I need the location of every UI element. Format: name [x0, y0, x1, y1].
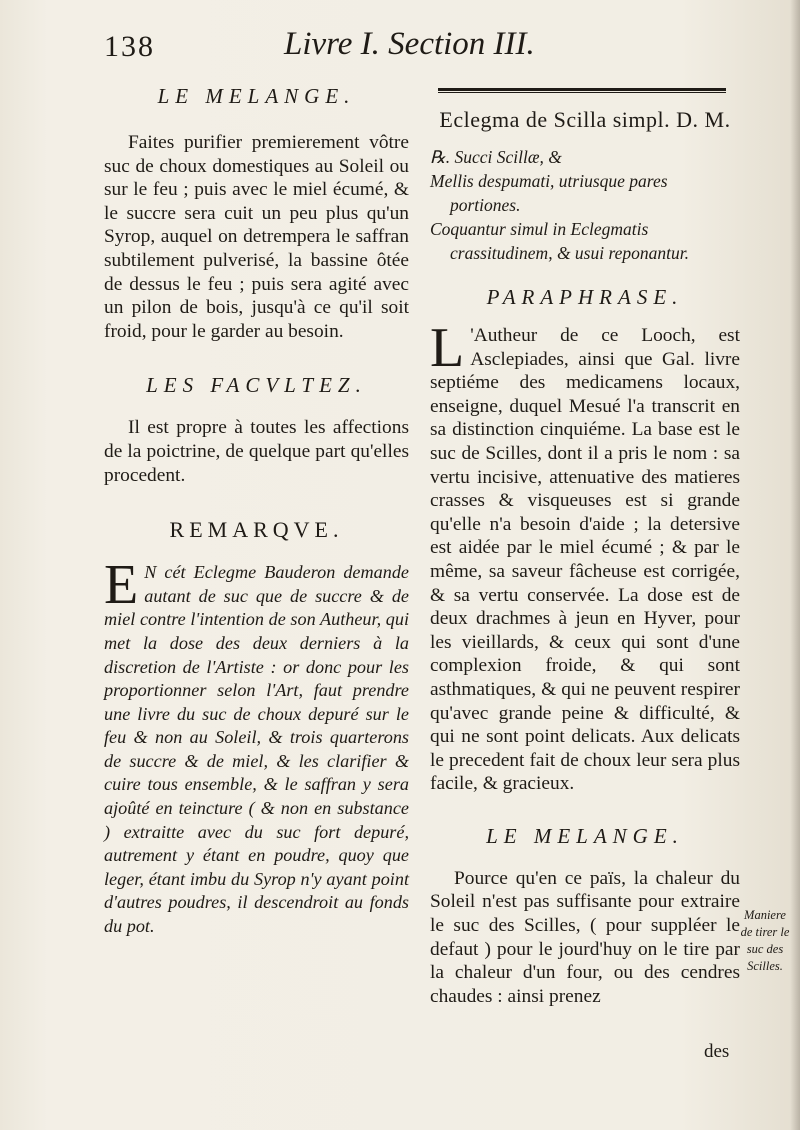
paraphrase-dropcap: L [430, 317, 465, 379]
paraphrase-paragraph: 'Autheur de ce Looch, est Asclepiades, ainsi que Gal. livre septiéme des medicamens locaux, enseigne, duquel Mesué l'a transcrit en sa distinction cinquiéme. La base est le suc de Scilles, dont il a pris le nom : sa vertu incisive, attenuative des matieres crasses & visqueuses est si grande qu'elle n'a besoin d'aide ; la detersive est aidée par le miel écumé ; & par le même, sa saveur fâcheuse est corrigée, & sa vertu conservée. La dose est de deux drachmes à jeun en Hyver, pour les vieillards, & ceux qui sont d'une complexion froide, & qui sont asthmatiques, & qui ne peuvent respirer qu'avec grande peine & difficulté, & qui ne sont point delicats. Aux delicats le precedent fait de choux leur sera plus facile, & gracieux. [430, 325, 740, 795]
recipe-line-1: ℞. Succi Scillæ, & [430, 147, 562, 167]
top-rule-thick [438, 88, 726, 91]
remarque-dropcap: E [104, 554, 139, 617]
recipe-title: Eclegma de Scilla simpl. D. M. [439, 107, 731, 132]
melange-paragraph-right: Pource qu'en ce païs, la chaleur du Soleil n'est pas suffisante pour extraire le suc des Scilles, ( pour suppléer le defaut ) pour le jourd'huy on le tire par la chaleur d'un four, ou des cendres chaudes : ainsi prenez [430, 867, 740, 1007]
melange-paragraph: Faites purifier premierement vôtre suc de choux domestiques au Soleil ou sur le feu ; puis avec le miel écumé, & le succre sera cuit un peu plus qu'un Syrop, auquel on detrempera le saffran subtilement pulverisé, la bassine ôtée de dessus le feu ; puis sera agité avec un pilon de bois, jusqu'à ce qu'il soit froid, pour le garder au besoin. [104, 132, 409, 342]
right-column [430, 80, 740, 1008]
margin-note: Maniere de tirer le suc des Scilles. [740, 908, 790, 973]
running-head: Livre I. Section III. [284, 26, 535, 62]
left-column [104, 80, 409, 939]
facultez-heading: LES FACVLTEZ. [146, 373, 367, 398]
paraphrase-block [430, 317, 740, 796]
melange-heading: LE MELANGE. [157, 84, 356, 108]
facultez-paragraph: Il est propre à toutes les affections de la poictrine, de quelque part qu'elles procedent. [104, 417, 409, 486]
melange-heading-right: LE MELANGE. [486, 823, 684, 848]
page-edge-shadow [790, 0, 800, 1130]
recipe-line-3: Coquantur simul in Eclegmatis crassitudinem, & usui reponantur. [430, 219, 690, 263]
remarque-heading: REMARQVE. [169, 517, 344, 543]
remarque-block [104, 554, 409, 939]
remarque-paragraph: N cét Eclegme Bauderon demande autant de suc que de succre & de miel contre l'intention de son Autheur, qui met la dose des deux derniers à la discretion de l'Artiste : or donc pour les proportionner selon l'Art, faut prendre une livre du suc de choux depuré sur le feu & non au Soleil, & trois quarterons de succre & de miel, & les clarifier & cuire tous ensemble, & le saffran y sera ajoûté en teincture ( & non en substance ) extraitte avec du suc fort depuré, autrement y étant en poudre, quoy que leger, étant imbu du Syrop n'y ayant point d'autres poudres, il descendroit au fonds du pot. [104, 562, 409, 937]
paraphrase-heading: PARAPHRASE. [486, 285, 684, 309]
page-number: 138 [104, 30, 155, 63]
catchword: des [704, 1041, 730, 1062]
top-rule-thin [438, 92, 726, 93]
recipe-line-2: Mellis despumati, utriusque pares portiones. [430, 171, 668, 215]
recipe-block [430, 145, 740, 265]
